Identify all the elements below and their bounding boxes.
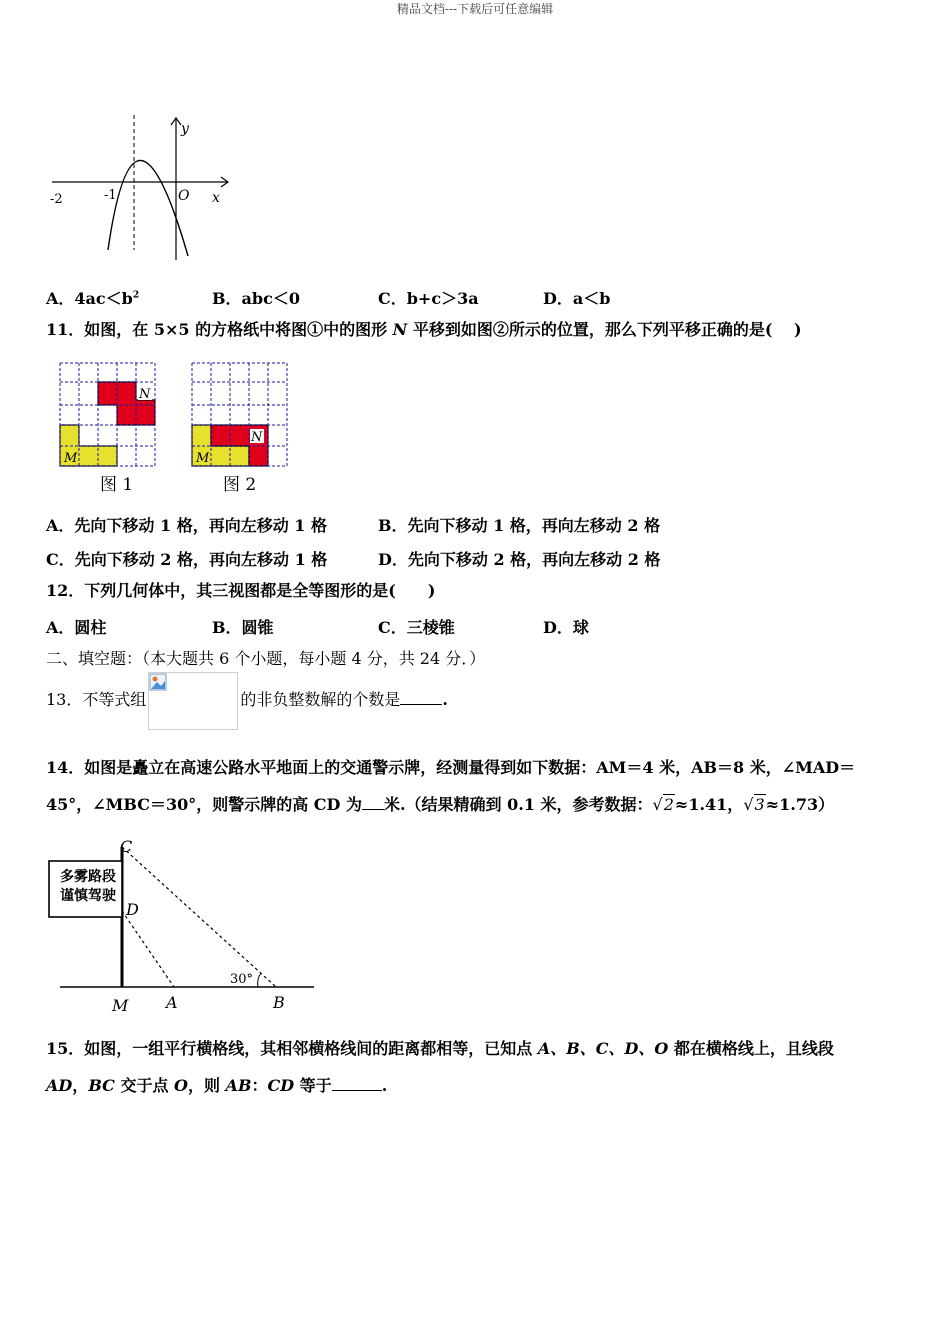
q11-option-c[interactable]: C．先向下移动 2 格，再向左移动 1 格: [46, 550, 328, 569]
q10-option-a-text: A．4ac＜b: [46, 289, 133, 308]
q11-option-a[interactable]: A．先向下移动 1 格，再向左移动 1 格: [46, 516, 327, 535]
q11-text-var: N: [392, 320, 408, 339]
q15-text-eq: 等于: [294, 1076, 332, 1095]
q12-question: 12．下列几何体中，其三视图都是全等图形的是( ): [46, 581, 436, 600]
point-m-label: M: [112, 996, 129, 1015]
sign-text-line-1: 多雾路段: [60, 869, 116, 885]
q10-option-b[interactable]: B．abc＜0: [212, 289, 300, 308]
tick-label-neg2: -2: [50, 192, 63, 207]
q14-sign-figure: [40, 835, 330, 1020]
section-2-heading: 二、填空题：（本大题共 6 个小题，每小题 4 分，共 24 分．）: [46, 649, 486, 668]
sqrt-2-approx: ≈1.41，: [674, 795, 744, 814]
fig1-label-n: N: [139, 387, 151, 402]
q11-question: [46, 320, 802, 340]
line-da: [122, 911, 174, 987]
point-b-label: B: [273, 993, 285, 1012]
parabola-graph: [40, 110, 240, 265]
q10-option-c[interactable]: C．b+c＞3a: [378, 289, 479, 308]
q10-option-a-sup: 2: [132, 290, 140, 301]
q15-sep: ，: [72, 1076, 89, 1095]
point-d-label: D: [126, 900, 139, 919]
sqrt-3-radicand: 3: [754, 795, 765, 814]
q11-text-pre: 如图，在 5×5 的方格纸中将图①中的图形: [84, 320, 393, 339]
q15-seg-bc: BC: [88, 1076, 115, 1095]
broken-image-icon: [149, 673, 167, 691]
tick-label-neg1: -1: [104, 188, 117, 203]
q12-option-d[interactable]: D．球: [543, 618, 589, 637]
q14-text-mid: 米.（结果精确到 0.1 米，参考数据：: [383, 795, 653, 814]
point-c-label: C: [120, 837, 133, 856]
y-axis-label: y: [181, 121, 189, 137]
q15-text-then: ，则: [187, 1076, 226, 1095]
q11-option-d[interactable]: D．先向下移动 2 格，再向左移动 2 格: [378, 550, 661, 569]
q13-question: [46, 670, 448, 730]
q15-line-1: [46, 1039, 834, 1059]
sqrt-sign-2: √: [652, 795, 663, 814]
fig2-label-m: M: [196, 451, 210, 466]
q15-answer-blank[interactable]: [332, 1076, 382, 1091]
q15-line-2: [46, 1076, 387, 1096]
sqrt-sign-3: √: [743, 795, 754, 814]
q15-point-o: O: [174, 1076, 188, 1095]
line-cb: [122, 847, 276, 987]
sqrt-2-radicand: 2: [663, 795, 674, 814]
q15-text-pre: 15．如图，一组平行横格线，其相邻横格线间的距离都相等，已知点: [46, 1039, 538, 1058]
q12-option-b[interactable]: B．圆锥: [212, 618, 274, 637]
q13-answer-blank[interactable]: [400, 690, 442, 705]
q14-text-pre: 45°，∠MBC＝30°，则警示牌的高 CD 为: [46, 795, 362, 814]
q15-colon: ：: [251, 1076, 268, 1095]
page-header: 精品文档---下载后可任意编辑: [396, 2, 554, 16]
q10-option-a[interactable]: [46, 286, 139, 309]
sqrt-3-approx: ≈1.73）: [765, 795, 835, 814]
q15-seg-ab: AB: [225, 1076, 252, 1095]
q15-end: .: [381, 1076, 388, 1095]
q11-option-b[interactable]: B．先向下移动 1 格，再向左移动 2 格: [378, 516, 661, 535]
angle-arc: [258, 973, 261, 987]
q13-end: .: [442, 690, 448, 709]
point-a-label: A: [166, 993, 178, 1012]
q14-line-1: 14．如图是矗立在高速公路水平地面上的交通警示牌，经测量得到如下数据：AM＝4 米，AB＝8 米，∠MAD＝: [46, 758, 856, 777]
fig1-label-m: M: [64, 451, 78, 466]
q15-points: A、B、C、D、O: [537, 1039, 669, 1058]
figure-1: [60, 363, 155, 495]
x-axis-label: x: [212, 190, 220, 206]
q12-option-a[interactable]: A．圆柱: [46, 618, 107, 637]
angle-label: 30°: [230, 972, 254, 987]
q15-seg-cd: CD: [267, 1076, 295, 1095]
figure-2: [192, 363, 287, 495]
fig2-label-n: N: [251, 430, 263, 445]
q13-inequality-image: [148, 672, 238, 730]
q15-seg-ad: AD: [46, 1076, 73, 1095]
q12-option-c[interactable]: C．三棱锥: [378, 618, 455, 637]
q11-grid-figures: [56, 360, 296, 500]
fig2-caption: 图 2: [223, 475, 257, 495]
origin-label: O: [178, 188, 190, 204]
q13-text-pre: 13．不等式组: [46, 690, 147, 709]
q11-text-post: 平移到如图②所示的位置，那么下列平移正确的是( ): [407, 320, 802, 339]
q13-text-post: 的非负整数解的个数是: [240, 690, 401, 709]
q15-text-mid: 交于点: [114, 1076, 175, 1095]
fig1-caption: 图 1: [100, 475, 134, 495]
q15-text-post: 都在横格线上，且线段: [668, 1039, 834, 1058]
q10-option-d[interactable]: D．a＜b: [543, 289, 611, 308]
q11-number: 11．: [46, 320, 85, 339]
q14-line-2: [46, 794, 834, 815]
q14-answer-blank[interactable]: [362, 795, 384, 810]
sign-text-line-2: 谨慎驾驶: [60, 888, 116, 904]
